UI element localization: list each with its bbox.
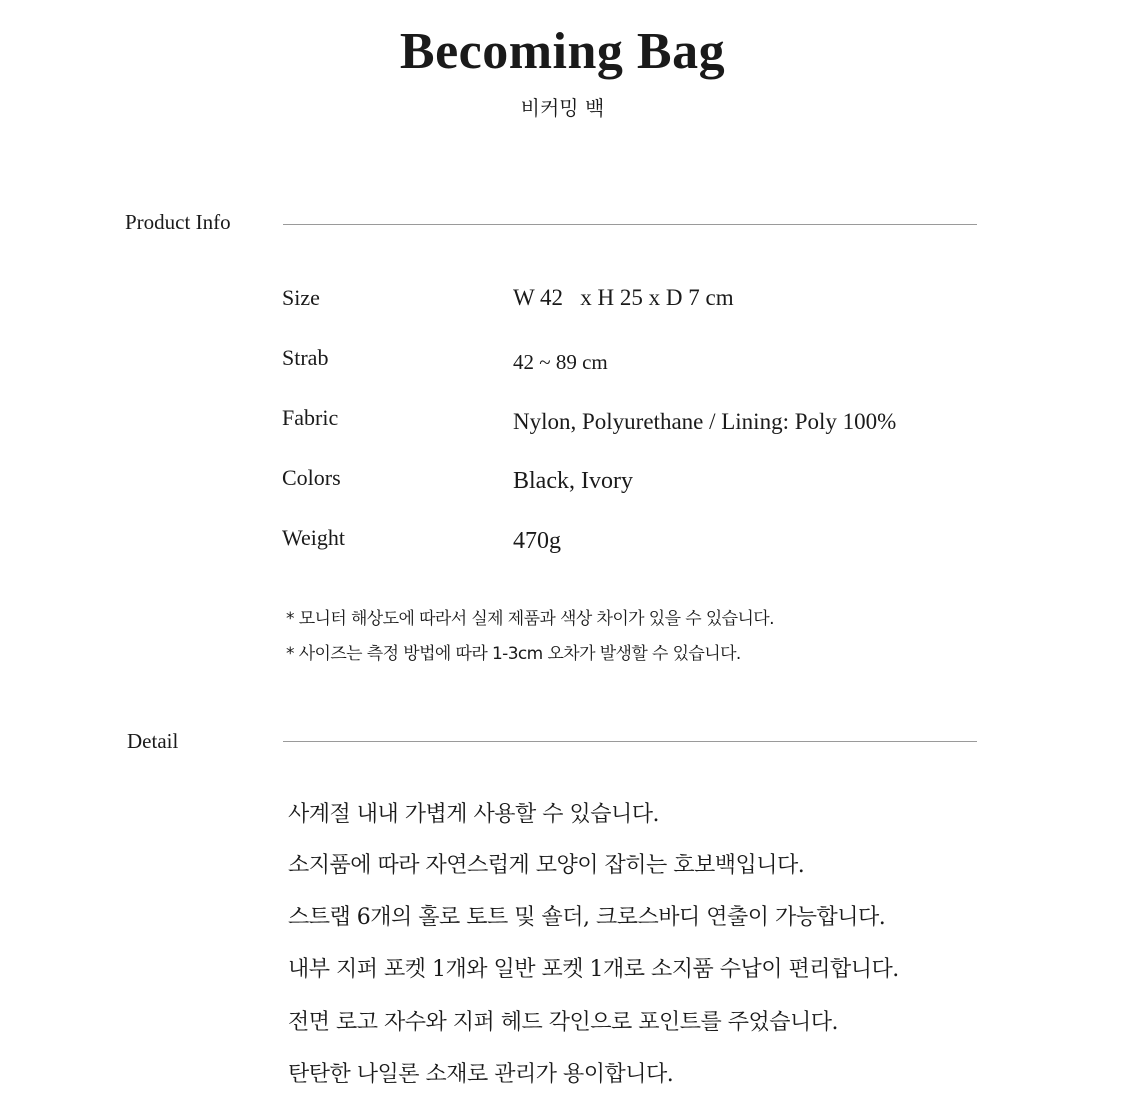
spec-label-strap: Strab bbox=[282, 345, 329, 370]
product-info-heading: Product Info bbox=[125, 210, 231, 234]
spec-value-strap: 42 ~ 89 cm bbox=[513, 350, 608, 374]
detail-line: 사계절 내내 가볍게 사용할 수 있습니다. bbox=[288, 802, 659, 827]
spec-label-size: Size bbox=[282, 285, 320, 310]
spec-value-fabric: Nylon, Polyurethane / Lining: Poly 100% bbox=[513, 409, 897, 434]
detail-line: 내부 지퍼 포켓 1개와 일반 포켓 1개로 소지품 수납이 편리합니다. bbox=[288, 957, 899, 982]
detail-line: 전면 로고 자수와 지퍼 헤드 각인으로 포인트를 주었습니다. bbox=[288, 1010, 838, 1035]
spec-value-colors: Black, Ivory bbox=[513, 468, 633, 494]
page-subtitle: 비커밍 백 bbox=[520, 96, 605, 120]
detail-divider bbox=[283, 741, 977, 742]
spec-label-colors: Colors bbox=[282, 465, 341, 490]
detail-line: 스트랩 6개의 홀로 토트 및 숄더, 크로스바디 연출이 가능합니다. bbox=[288, 905, 886, 930]
spec-label-weight: Weight bbox=[282, 525, 345, 550]
note-size-tolerance: * 사이즈는 측정 방법에 따라 1-3cm 오차가 발생할 수 있습니다. bbox=[286, 644, 741, 664]
spec-value-size: W 42 x H 25 x D 7 cm bbox=[513, 285, 734, 310]
detail-line: 탄탄한 나일론 소재로 관리가 용이합니다. bbox=[288, 1062, 674, 1087]
note-color-difference: * 모니터 해상도에 따라서 실제 제품과 색상 차이가 있을 수 있습니다. bbox=[286, 609, 774, 629]
page-title: Becoming Bag bbox=[399, 23, 726, 80]
spec-label-fabric: Fabric bbox=[282, 405, 339, 430]
detail-heading: Detail bbox=[127, 729, 179, 753]
product-info-divider bbox=[283, 224, 977, 225]
detail-line: 소지품에 따라 자연스럽게 모양이 잡히는 호보백입니다. bbox=[288, 853, 805, 878]
spec-value-weight: 470g bbox=[513, 528, 561, 554]
